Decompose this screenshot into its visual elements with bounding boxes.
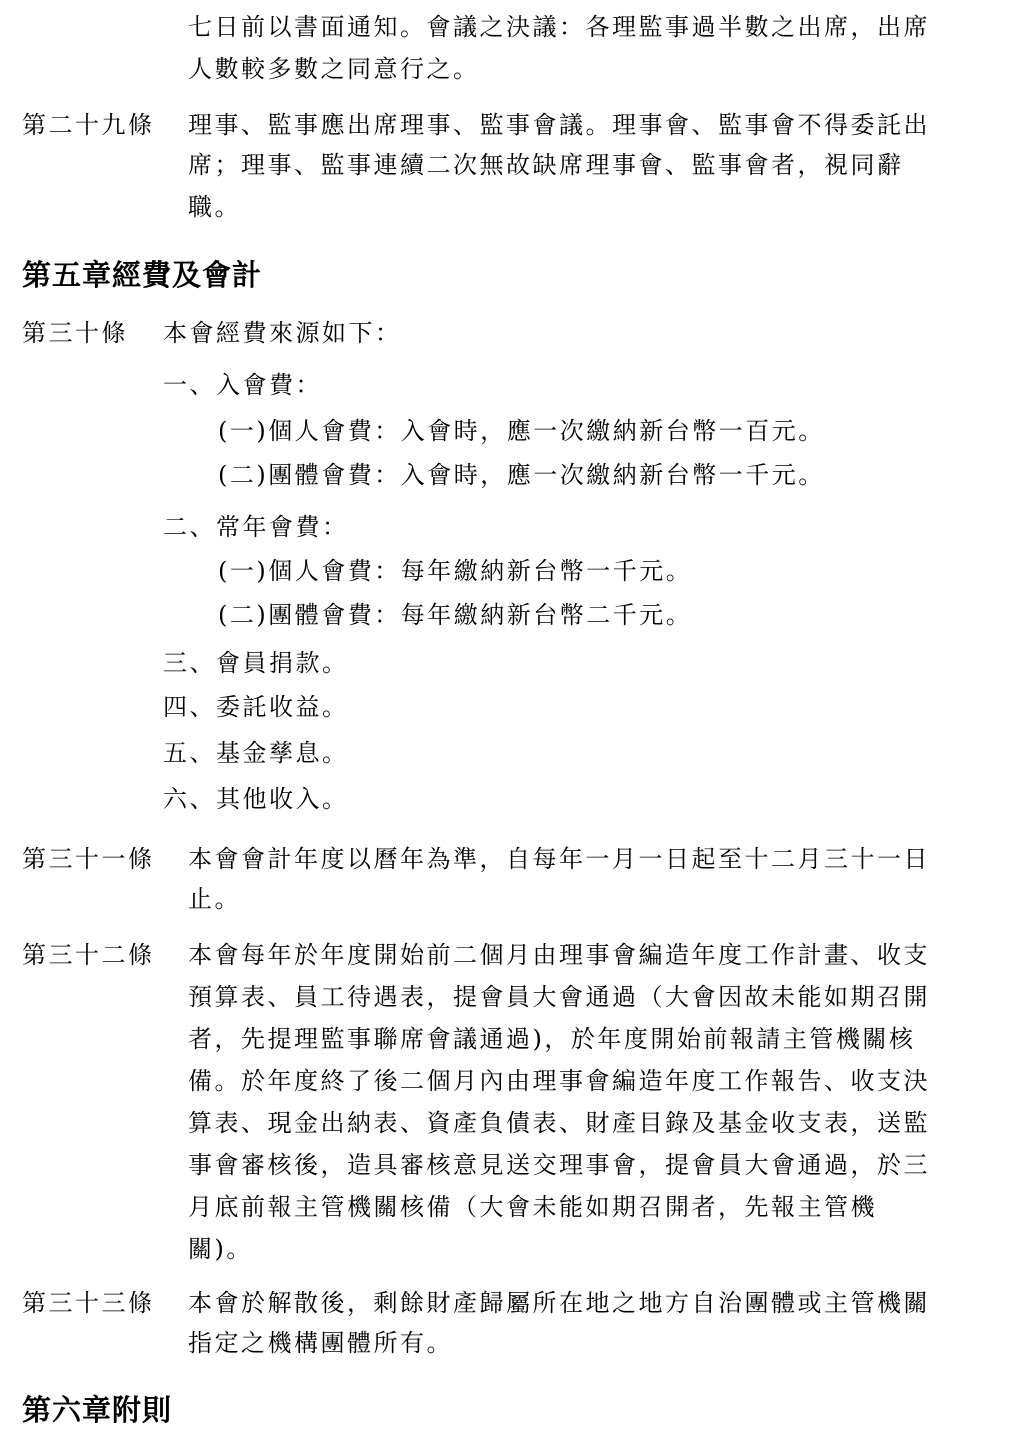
article-28-line-1: 七日前以書面通知。會議之決議：各理監事過半數之出席，出席 [188, 13, 930, 41]
article-30-item-4: 四、委託收益。 [163, 693, 349, 721]
article-31-line-1: 本會會計年度以曆年為準，自每年一月一日起至十二月三十一日 [188, 845, 930, 873]
article-30-intro: 本會經費來源如下： [163, 319, 402, 347]
article-28-line-2: 人數較多數之同意行之。 [188, 55, 480, 83]
article-31-label: 第三十一條 [22, 845, 155, 873]
article-30-label: 第三十條 [22, 319, 128, 347]
article-32-label: 第三十二條 [22, 941, 155, 969]
article-29-line-3: 職。 [188, 193, 241, 221]
article-30-item-3: 三、會員捐款。 [163, 649, 349, 677]
article-32-line-8: 關)。 [188, 1235, 253, 1263]
article-32-line-3: 者，先提理監事聯席會議通過)，於年度開始前報請主管機關核 [188, 1025, 916, 1053]
article-33-label: 第三十三條 [22, 1289, 155, 1317]
article-29-label: 第二十九條 [22, 111, 155, 139]
chapter-6-heading: 第六章附則 [22, 1393, 173, 1427]
article-30-item-1: 一、入會費： [163, 371, 322, 399]
article-33-line-2: 指定之機構團體所有。 [188, 1329, 453, 1357]
article-30-item-6: 六、其他收入。 [163, 785, 349, 813]
chapter-5-heading: 第五章經費及會計 [22, 258, 263, 292]
article-29-line-1: 理事、監事應出席理事、監事會議。理事會、監事會不得委託出 [188, 111, 930, 139]
article-32-line-7: 月底前報主管機關核備（大會未能如期召開者，先報主管機 [188, 1193, 877, 1221]
article-30-item-2-sub-2: (二)團體會費：每年繳納新台幣二千元。 [218, 601, 693, 629]
article-30-item-1-sub-1: (一)個人會費：入會時，應一次繳納新台幣一百元。 [218, 417, 825, 445]
article-32-line-1: 本會每年於年度開始前二個月由理事會編造年度工作計畫、收支 [188, 941, 930, 969]
article-30-item-5: 五、基金孳息。 [163, 739, 349, 767]
article-30-item-1-sub-2: (二)團體會費：入會時，應一次繳納新台幣一千元。 [218, 461, 825, 489]
article-32-line-6: 事會審核後，造具審核意見送交理事會，提會員大會通過，於三 [188, 1151, 930, 1179]
article-30-item-2-sub-1: (一)個人會費：每年繳納新台幣一千元。 [218, 557, 693, 585]
article-32-line-4: 備。於年度終了後二個月內由理事會編造年度工作報告、收支決 [188, 1067, 930, 1095]
article-32-line-2: 預算表、員工待遇表，提會員大會通過（大會因故未能如期召開 [188, 983, 930, 1011]
article-32-line-5: 算表、現金出納表、資產負債表、財產目錄及基金收支表，送監 [188, 1109, 930, 1137]
article-29-line-2: 席；理事、監事連續二次無故缺席理事會、監事會者，視同辭 [188, 151, 904, 179]
article-30-item-2: 二、常年會費： [163, 513, 349, 541]
article-33-line-1: 本會於解散後，剩餘財產歸屬所在地之地方自治團體或主管機關 [188, 1289, 930, 1317]
article-31-line-2: 止。 [188, 885, 241, 913]
